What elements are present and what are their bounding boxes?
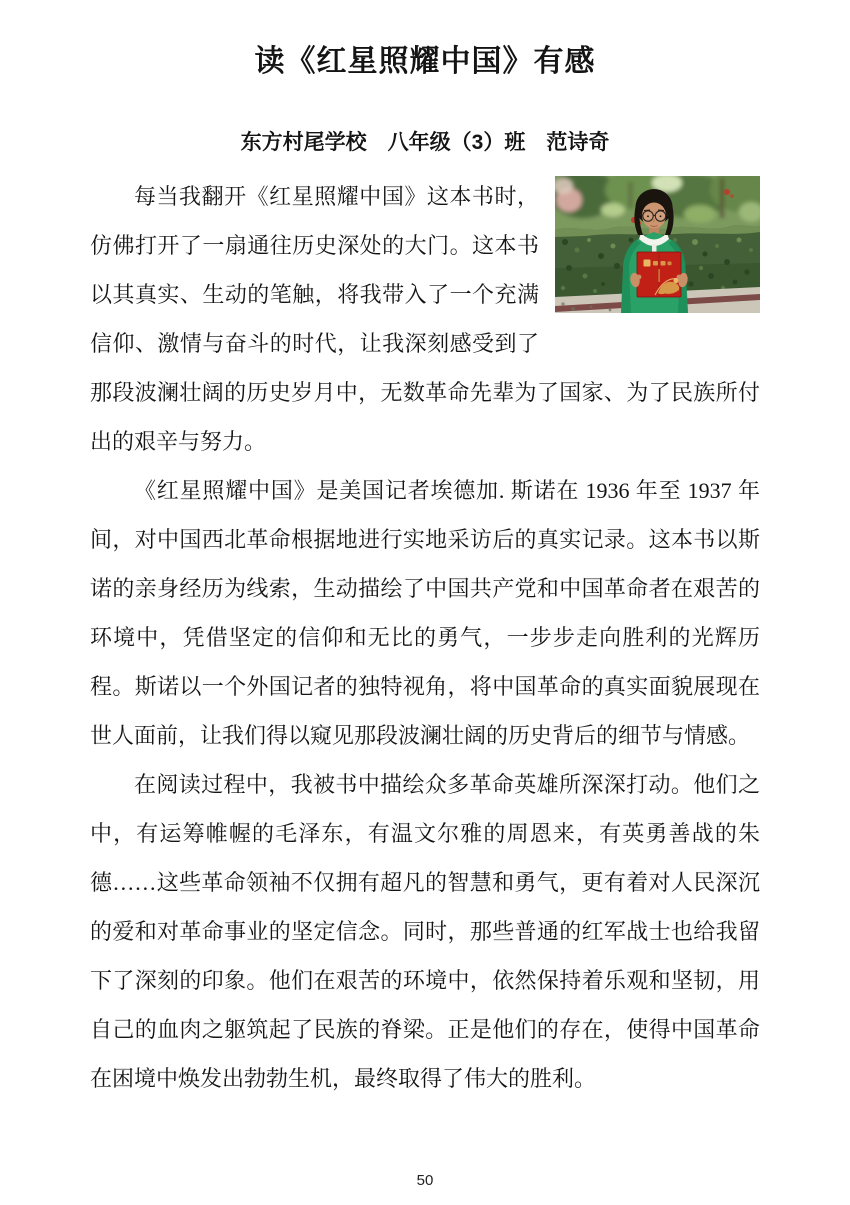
paragraph-2-text: 《红星照耀中国》是美国记者埃德加. 斯诺在 1936 年至 1937 年间，对中国西北革命根据地进行实地采访后的真实记录。这本书以斯诺的亲身经历为线索，生动描绘了中国共产党和中国革命者在艰苦的环境中，凭借坚定的信仰和无比的勇气，一步步走向胜利的光辉历程。斯诺以一个外国记者的独特视角，将中国革命的真实面貌展现在世人面前，让我们得以窥见那段波澜壮阔的历史背后的细节与情感。 — [90, 478, 760, 748]
page-content — [90, 44, 760, 1103]
page-number: 50 — [416, 1172, 434, 1189]
certificate — [637, 252, 681, 297]
paragraph-2 — [90, 466, 760, 760]
paragraph-1-text: 每当我翻开《红星照耀中国》这本书时，仿佛打开了一扇通往历史深处的大门。这本书以其真实、生动的笔触，将我带入了一个充满信仰、激情与奋斗的时代，让我深刻感受到了那段波澜壮阔的历史岁月中，无数革命先辈为了国家、为了民族所付出的艰辛与努力。 — [90, 184, 760, 454]
essay-title: 读《红星照耀中国》有感 — [254, 45, 596, 78]
byline: 东方村尾学校 八年级（3）班 范诗奇 — [240, 131, 610, 154]
paragraph-3-text: 在阅读过程中，我被书中描绘众多革命英雄所深深打动。他们之中，有运筹帷幄的毛泽东，有温文尔雅的周恩来，有英勇善战的朱德……这些革命领袖不仅拥有超凡的智慧和勇气，更有着对人民深沉的爱和对革命事业的坚定信念。同时，那些普通的红军战士也给我留下了深刻的印象。他们在艰苦的环境中，依然保持着乐观和坚韧，用自己的血肉之躯筑起了民族的脊梁。正是他们的存在，使得中国革命在困境中焕发出勃勃生机，最终取得了伟大的胜利。 — [90, 772, 760, 1091]
student-head — [634, 189, 673, 235]
paragraph-3 — [90, 760, 760, 1103]
student-photo — [555, 176, 760, 313]
student-photo-illustration — [555, 176, 760, 313]
essay-body — [90, 172, 760, 1103]
paragraph-1 — [90, 172, 760, 466]
